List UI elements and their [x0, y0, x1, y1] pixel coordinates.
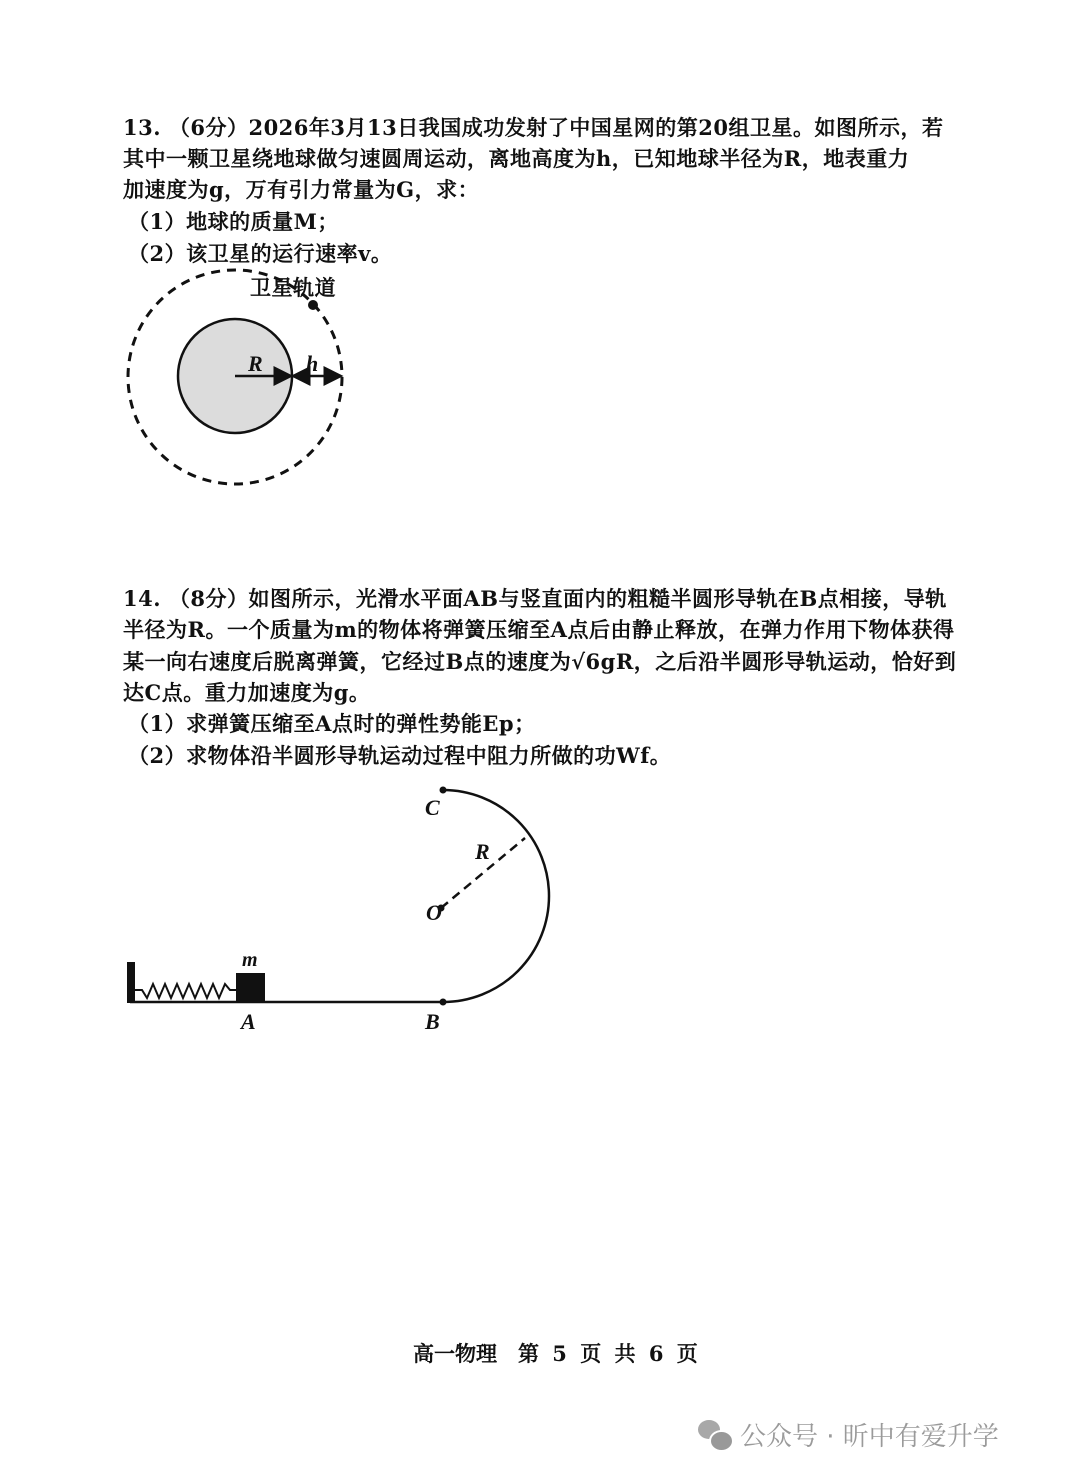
q13-part-2: （2）该卫星的运行速率v。 [128, 241, 393, 266]
label-A: A [241, 1009, 256, 1034]
track-figure [127, 787, 549, 1006]
q14-part-2: （2）求物体沿半圆形导轨运动过程中阻力所做的功Wf。 [128, 743, 672, 768]
q14-line-3: 某一向右速度后脱离弹簧，它经过B点的速度为√6gR，之后沿半圆形导轨运动，恰好到 [123, 649, 957, 674]
q13-line-2: 其中一颗卫星绕地球做匀速圆周运动，离地高度为h，已知地球半径为R，地表重力 [123, 146, 910, 171]
q14-line-1: 14. （8分）如图所示，光滑水平面AB与竖直面内的粗糙半圆形导轨在B点相接，导轨 [123, 586, 947, 611]
q14-line-2: 半径为R。一个质量为m的物体将弹簧压缩至A点后由静止释放，在弹力作用下物体获得 [123, 617, 955, 642]
label-R: R [248, 351, 263, 376]
watermark: 公众号 · 昕中有爱升学 [740, 1422, 999, 1452]
label-h: h [306, 351, 319, 376]
block [236, 973, 265, 1002]
wall [127, 962, 135, 1003]
q14-line-4: 达C点。重力加速度为g。 [123, 680, 371, 705]
spring [135, 984, 236, 998]
label-C: C [425, 795, 440, 820]
label-m: m [242, 949, 258, 971]
q13-line-1: 13. （6分）2026年3月13日我国成功发射了中国星网的第20组卫星。如图所示，若 [123, 115, 944, 140]
label-R2: R [475, 839, 490, 864]
q13-line-3: 加速度为g，万有引力常量为G，求： [123, 177, 480, 202]
satellite-orbit-figure [128, 270, 342, 484]
label-B: B [425, 1009, 440, 1034]
q14-part-1: （1）求弹簧压缩至A点时的弹性势能Ep； [128, 711, 536, 736]
semicircle-track [443, 790, 549, 1002]
orbit-label: 卫星轨道 [250, 276, 336, 300]
wechat-icon [698, 1420, 734, 1452]
q13-part-1: （1）地球的质量M； [128, 209, 339, 234]
label-O: O [426, 900, 442, 925]
page-footer: 高一物理 第 5 页 共 6 页 [413, 1341, 698, 1366]
